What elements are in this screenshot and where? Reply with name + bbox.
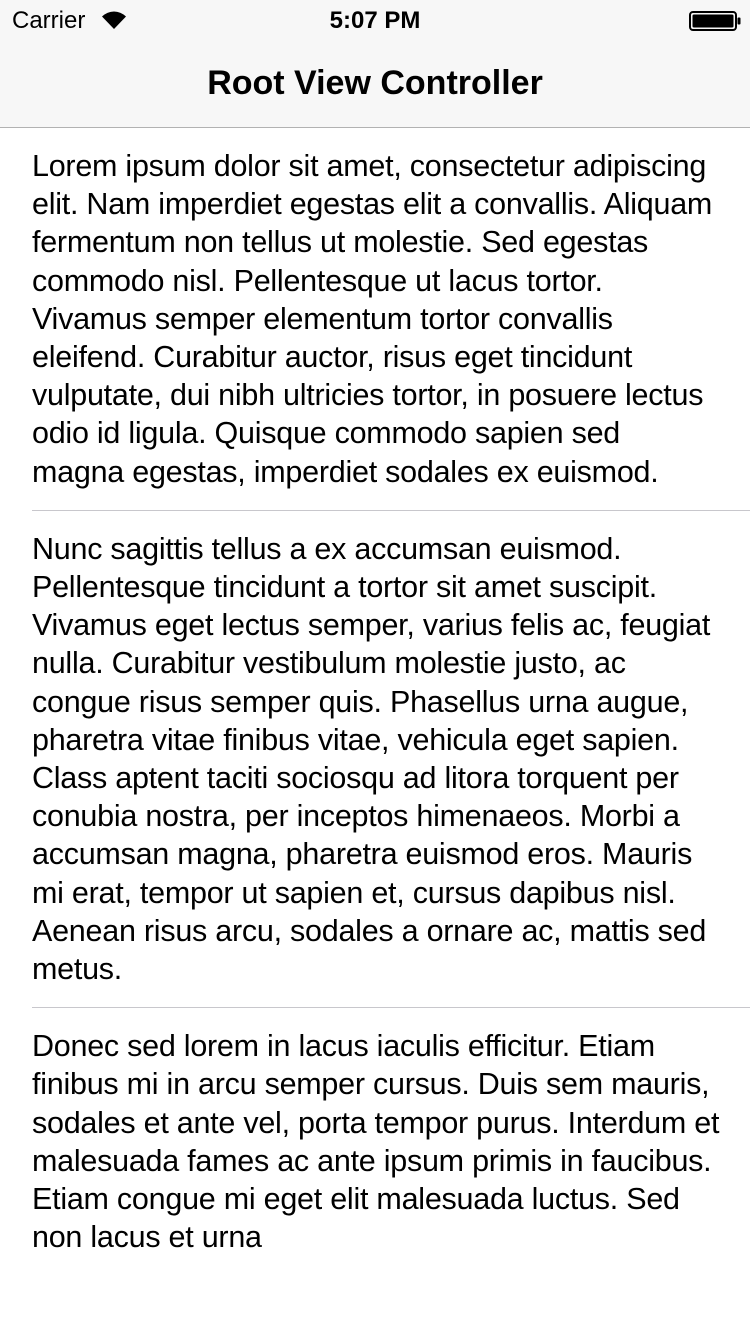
status-time: 5:07 PM	[329, 7, 421, 34]
table-view[interactable]	[0, 128, 750, 1334]
navigation-bar	[0, 40, 750, 128]
carrier-label: Carrier	[12, 7, 86, 34]
status-bar	[0, 0, 750, 40]
nav-title: Root View Controller	[207, 64, 543, 102]
table-cell[interactable]: Lorem ipsum dolor sit amet, consectetur adipiscing elit. Nam imperdiet egestas elit a convallis. Aliquam fermentum non tellus ut molestie. Sed egestas commodo nisl. Pellentesque ut lacus tortor. Vivamus semper elementum tortor convallis eleifend. Curabitur auctor, risus eget tincidunt vulputate, dui nibh ultricies tortor, in posuere lectus odio id ligula. Quisque commodo sapien sed magna egestas, imperdiet sodales ex euismod.	[32, 149, 713, 489]
table-cell[interactable]: Nunc sagittis tellus a ex accumsan euismod. Pellentesque tincidunt a tortor sit amet suscipit. Vivamus eget lectus semper, varius felis ac, feugiat nulla. Curabitur vestibulum molestie justo, ac congue risus semper quis. Phasellus urna augue, pharetra vitae finibus vitae, vehicula eget sapien. Class aptent taciti sociosqu ad litora torquent per conubia nostra, per inceptos himenaeos. Morbi a accumsan magna, pharetra euismod eros. Mauris mi erat, tempor ut sapien et, cursus dapibus nisl. Aenean risus arcu, sodales a ornare ac, mattis sed metus.	[32, 531, 711, 987]
table-cell[interactable]: Donec sed lorem in lacus iaculis efficitur. Etiam finibus mi in arcu semper cursus. Duis sem mauris, sodales et ante vel, porta tempor purus. Interdum et malesuada fames ac ante ipsum primis in faucibus. Etiam congue mi eget elit malesuada luctus. Sed non lacus et urna	[32, 1029, 720, 1255]
battery-icon	[689, 11, 741, 31]
